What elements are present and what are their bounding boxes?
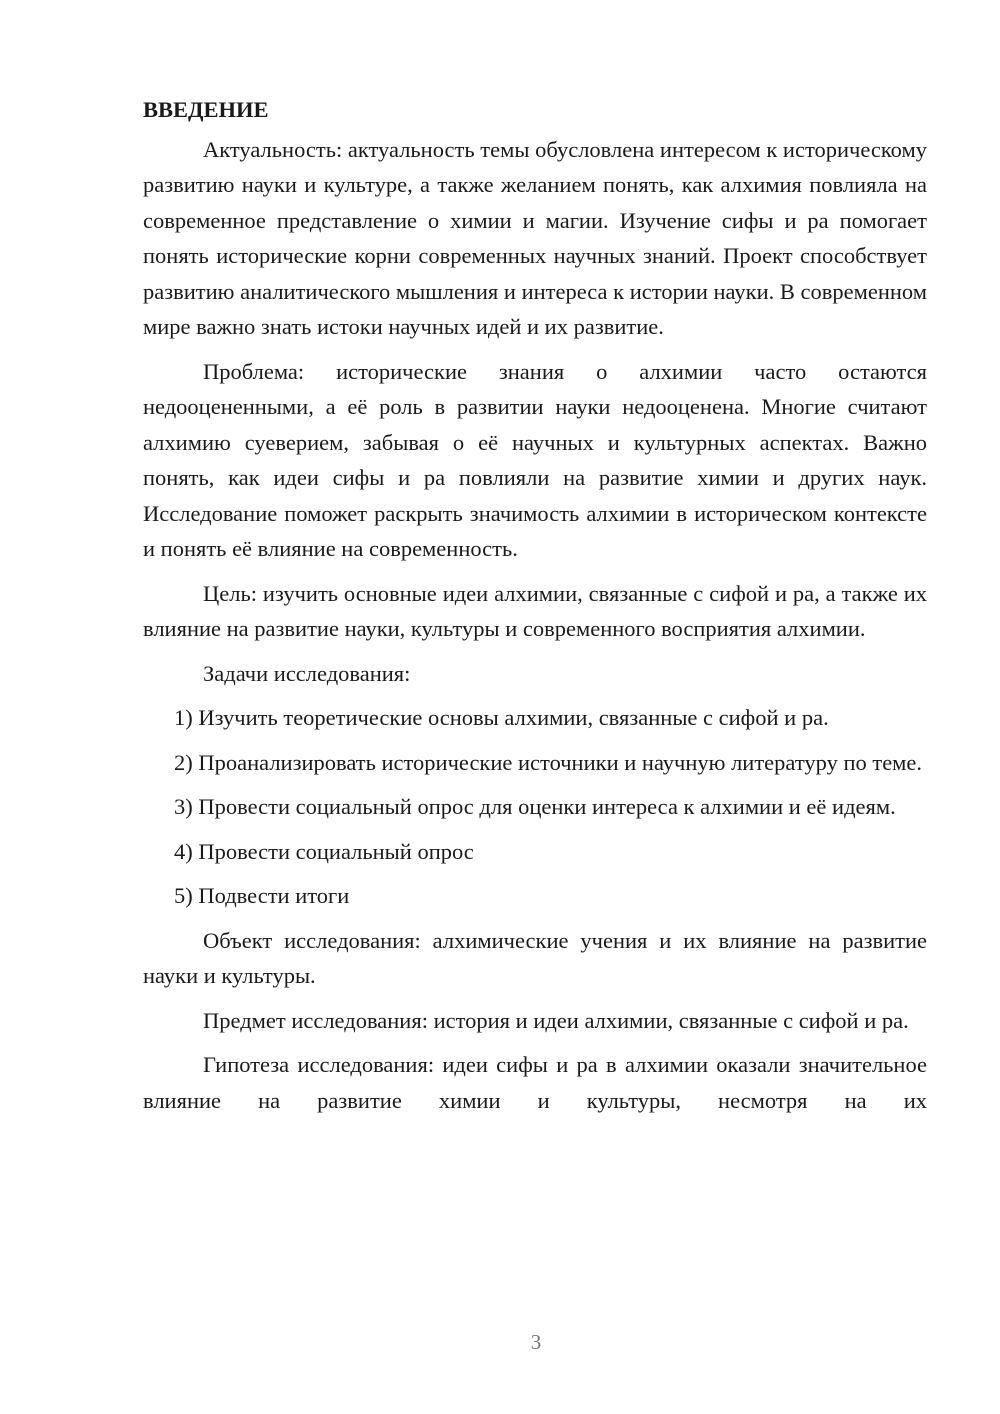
page-title: ВВЕДЕНИЕ — [143, 97, 269, 122]
paragraph-tasks-heading: Задачи исследования: — [203, 660, 411, 686]
paragraph-problem: Проблема: исторические знания о алхимии часто остаются недооцененными, а её роль в развитии науки недооценена. Многие считают алхимию суеверием, забывая о её научных и культурных аспектах. Важно понять, как идеи сифы и ра повлияли на развитие химии и других наук. Исследование поможет раскрыть значимость алхимии в историческом контексте и понять её влияние на современность. — [143, 358, 927, 561]
paragraph-object: Объект исследования: алхимические учения и их влияние на развитие науки и культуры. — [143, 927, 927, 988]
paragraph-hypothesis: Гипотеза исследования: идеи сифы и ра в алхимии оказали значительное влияние на развитие химии и культуры, несмотря на их — [143, 1052, 927, 1113]
page-content — [143, 92, 927, 1127]
paragraph-goal: Цель: изучить основные идеи алхимии, связанные с сифой и ра, а также их влияние на развитие науки, культуры и современного восприятия алхимии. — [143, 580, 927, 641]
task-item: 3) Провести социальный опрос для оценки интереса к алхимии и её идеям. — [174, 794, 896, 819]
page-number: 3 — [530, 1330, 542, 1354]
task-item: 4) Провести социальный опрос — [174, 838, 474, 864]
task-item: 2) Проанализировать исторические источники и научную литературу по теме. — [174, 749, 923, 775]
paragraph-relevance: Актуальность: актуальность темы обусловлена интересом к историческому развитию науки и культуре, а также желанием понять, как алхимия повлияла на современное представление о химии и магии. Изучение сифы и ра помогает понять исторические корни современных научных знаний. Проект способствует развитию аналитического мышления и интереса к истории науки. В современном мире важно знать истоки научных идей и их развитие. — [143, 136, 927, 339]
task-item: 1) Изучить теоретические основы алхимии, связанные с сифой и ра. — [174, 705, 829, 730]
paragraph-subject: Предмет исследования: история и идеи алхимии, связанные с сифой и ра. — [203, 1007, 909, 1033]
task-item: 5) Подвести итоги — [174, 883, 350, 908]
